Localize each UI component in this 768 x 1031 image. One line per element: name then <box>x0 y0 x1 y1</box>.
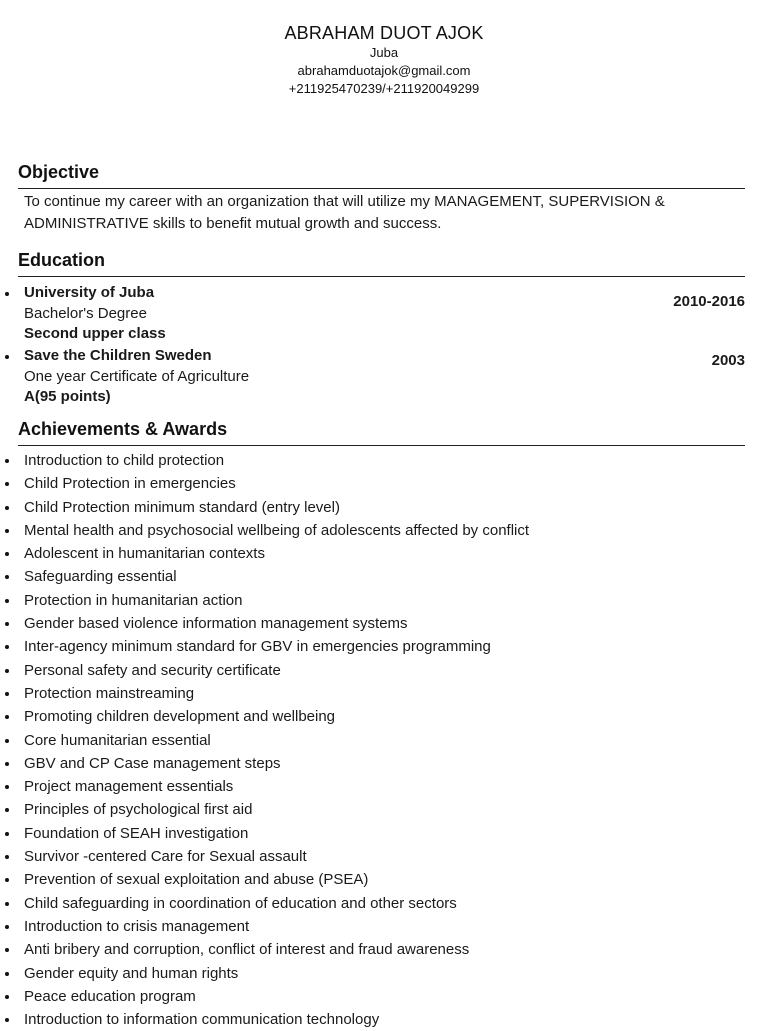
achievement-item: Protection in humanitarian action <box>18 589 745 612</box>
education-grade: Second upper class <box>24 325 166 342</box>
education-item <box>18 346 745 406</box>
education-list <box>18 283 745 406</box>
achievement-item: Introduction to child protection <box>18 449 745 472</box>
candidate-email: abrahamduotajok@gmail.com <box>297 63 471 78</box>
achievement-item: Child safeguarding in coordination of education and other sectors <box>18 892 745 915</box>
education-grade: A(95 points) <box>24 388 111 405</box>
achievement-item: Protection mainstreaming <box>18 682 745 705</box>
achievement-item: Introduction to information communication technology <box>18 1008 745 1031</box>
education-degree: Bachelor's Degree <box>24 305 147 322</box>
achievement-item: Project management essentials <box>18 775 745 798</box>
achievement-item: Promoting children development and wellbeing <box>18 705 745 728</box>
education-heading: Education <box>18 249 745 277</box>
achievement-item: Gender based violence information management systems <box>18 612 745 635</box>
education-year: 2010-2016 <box>673 293 745 310</box>
achievement-item: Inter-agency minimum standard for GBV in emergencies programming <box>18 635 745 658</box>
candidate-phone: +211925470239/+211920049299 <box>288 81 480 96</box>
education-degree: One year Certificate of Agriculture <box>24 368 250 385</box>
achievement-item: Prevention of sexual exploitation and abuse (PSEA) <box>18 868 745 891</box>
achievements-section <box>18 418 745 1031</box>
achievement-item: Adolescent in humanitarian contexts <box>18 542 745 565</box>
education-item <box>18 283 745 343</box>
achievements-heading: Achievements & Awards <box>18 418 745 446</box>
achievement-item: Core humanitarian essential <box>18 729 745 752</box>
objective-text: To continue my career with an organization that will utilize my MANAGEMENT, SUPERVISION & ADMINISTRATIVE skills to benefit mutual growth and success. <box>24 193 665 232</box>
objective-heading: Objective <box>18 161 745 189</box>
candidate-name: ABRAHAM DUOT AJOK <box>284 23 484 43</box>
achievement-item: Child Protection minimum standard (entry level) <box>18 496 745 519</box>
candidate-city: Juba <box>369 45 399 60</box>
achievement-item: Gender equity and human rights <box>18 962 745 985</box>
achievement-item: Anti bribery and corruption, conflict of interest and fraud awareness <box>18 938 745 961</box>
achievement-item: Introduction to crisis management <box>18 915 745 938</box>
education-school: University of Juba <box>24 284 155 301</box>
achievement-item: Mental health and psychosocial wellbeing of adolescents affected by conflict <box>18 519 745 542</box>
education-school: Save the Children Sweden <box>24 347 212 364</box>
achievement-item: Personal safety and security certificate <box>18 659 745 682</box>
achievement-item: Survivor -centered Care for Sexual assault <box>18 845 745 868</box>
education-year: 2003 <box>711 352 745 369</box>
resume-header <box>0 0 768 98</box>
achievement-item: Peace education program <box>18 985 745 1008</box>
achievement-item: Child Protection in emergencies <box>18 472 745 495</box>
achievement-item: Principles of psychological first aid <box>18 798 745 821</box>
objective-section <box>18 161 745 235</box>
achievement-item: GBV and CP Case management steps <box>18 752 745 775</box>
achievements-list <box>18 449 745 1031</box>
education-section <box>18 249 745 406</box>
achievement-item: Safeguarding essential <box>18 565 745 588</box>
achievement-item: Foundation of SEAH investigation <box>18 822 745 845</box>
